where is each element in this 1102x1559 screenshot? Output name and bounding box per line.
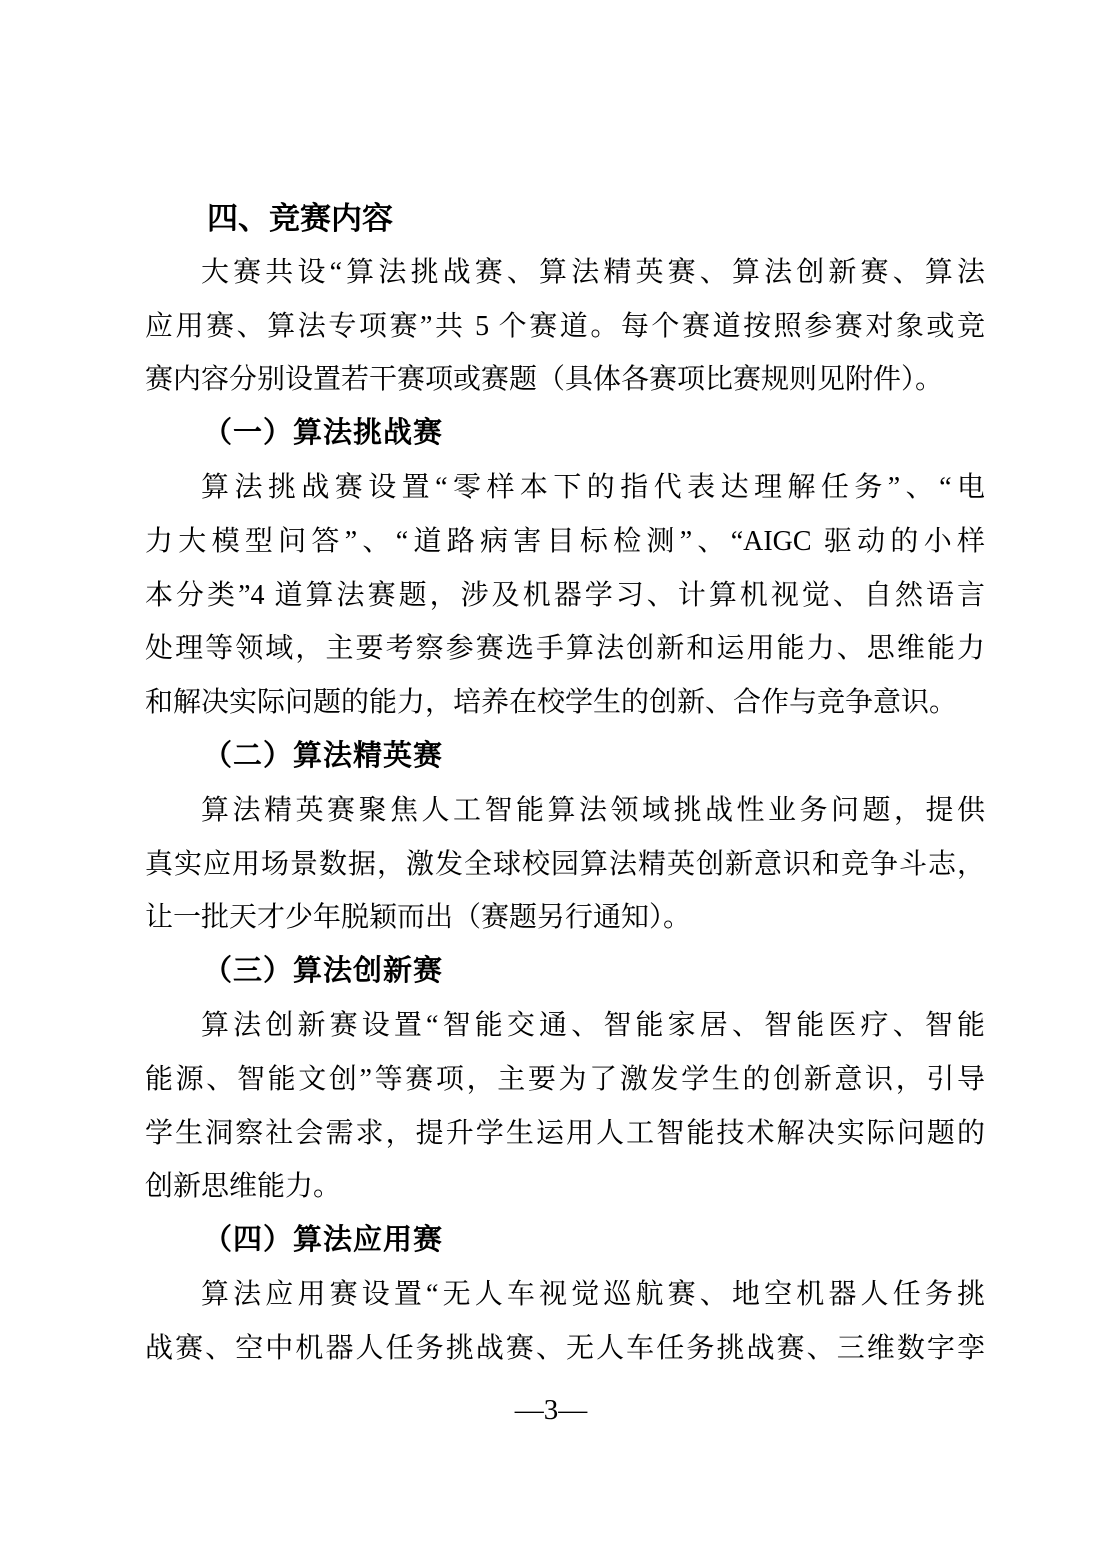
page-number: —3—: [514, 1394, 588, 1426]
paragraph-line: 大赛共设“算法挑战赛、算法精英赛、算法创新赛、算法: [201, 256, 985, 288]
section-heading: （一）算法挑战赛: [203, 417, 444, 450]
paragraph-line: 本分类”4 道算法赛题，涉及机器学习、计算机视觉、自然语言: [145, 579, 985, 611]
section-heading: （二）算法精英赛: [203, 739, 444, 772]
paragraph-line: 赛内容分别设置若干赛项或赛题（具体各赛项比赛规则见附件）。: [145, 364, 944, 396]
paragraph-line: 真实应用场景数据，激发全球校园算法精英创新意识和竞争斗志，: [145, 848, 985, 880]
paragraph-line: 和解决实际问题的能力，培养在校学生的创新、合作与竞争意识。: [145, 687, 958, 719]
chapter-title: 四、竞赛内容: [207, 201, 393, 236]
paragraph-line: 创新思维能力。: [145, 1171, 342, 1203]
paragraph-line: 让一批天才少年脱颖而出（赛题另行通知）。: [145, 902, 692, 934]
paragraph-line: 应用赛、算法专项赛”共 5 个赛道。每个赛道按照参赛对象或竞: [145, 310, 985, 342]
document-content: [145, 192, 985, 1376]
page-footer: [0, 1392, 1102, 1428]
paragraph-line: 处理等领域，主要考察参赛选手算法创新和运用能力、思维能力: [145, 633, 985, 665]
section-heading: （四）算法应用赛: [203, 1224, 444, 1257]
paragraph-line: 学生洞察社会需求，提升学生运用人工智能技术解决实际问题的: [145, 1117, 985, 1149]
paragraph-line: 战赛、空中机器人任务挑战赛、无人车任务挑战赛、三维数字孪: [145, 1332, 985, 1364]
paragraph-line: 算法挑战赛设置“零样本下的指代表达理解任务”、“电: [201, 471, 985, 503]
paragraph-line: 力大模型问答”、“道路病害目标检测”、“AIGC 驱动的小样: [145, 525, 985, 557]
paragraph-line: 算法应用赛设置“无人车视觉巡航赛、地空机器人任务挑: [201, 1278, 985, 1310]
section-heading: （三）算法创新赛: [203, 955, 444, 988]
paragraph-line: 算法精英赛聚焦人工智能算法领域挑战性业务问题，提供: [201, 794, 985, 826]
paragraph-line: 算法创新赛设置“智能交通、智能家居、智能医疗、智能: [201, 1009, 985, 1041]
paragraph-line: 能源、智能文创”等赛项，主要为了激发学生的创新意识，引导: [145, 1063, 985, 1095]
